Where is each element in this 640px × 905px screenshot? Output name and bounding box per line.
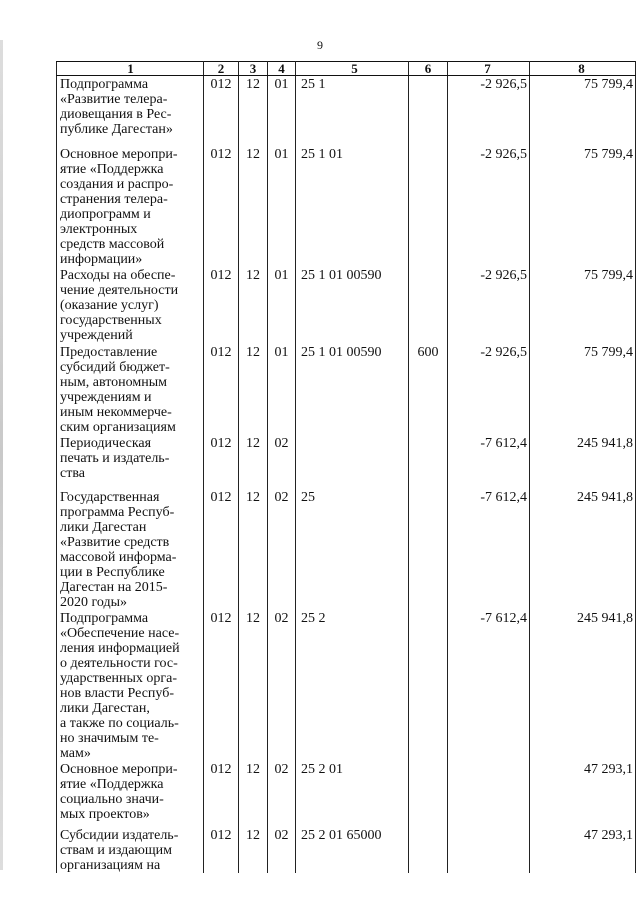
column-header-2: 2 bbox=[204, 62, 239, 76]
amount-total: 75 799,4 bbox=[530, 344, 636, 435]
budget-table bbox=[56, 61, 636, 873]
amount-change: -7 612,4 bbox=[448, 435, 530, 489]
target-article: 25 2 01 65000 bbox=[296, 827, 409, 873]
expense-type bbox=[409, 610, 448, 761]
amount-total: 75 799,4 bbox=[530, 76, 636, 146]
table-row bbox=[57, 761, 636, 827]
amount-total: 47 293,1 bbox=[530, 761, 636, 827]
expense-type bbox=[409, 489, 448, 610]
amount-total: 245 941,8 bbox=[530, 435, 636, 489]
expense-type bbox=[409, 146, 448, 267]
table-row bbox=[57, 267, 636, 344]
expense-type bbox=[409, 761, 448, 827]
section-code: 12 bbox=[239, 761, 268, 827]
table-row bbox=[57, 146, 636, 267]
ministry-code: 012 bbox=[204, 610, 239, 761]
amount-change bbox=[448, 827, 530, 873]
target-article: 25 1 bbox=[296, 76, 409, 146]
ministry-code: 012 bbox=[204, 76, 239, 146]
expense-type bbox=[409, 267, 448, 344]
subsection-code: 01 bbox=[268, 146, 296, 267]
row-name: Подпрограмма «Обеспечение насе- ления информацией о деятельности гос- ударственных орга- нов власти Респуб- лики Дагестан, а также по социаль- но значимым те- мам» bbox=[57, 610, 204, 761]
amount-total: 75 799,4 bbox=[530, 267, 636, 344]
section-code: 12 bbox=[239, 489, 268, 610]
ministry-code: 012 bbox=[204, 489, 239, 610]
subsection-code: 01 bbox=[268, 344, 296, 435]
table-body bbox=[57, 76, 636, 873]
row-name: Предоставление субсидий бюджет- ным, автономным учреждениям и иным некоммерче- ским организациям bbox=[57, 344, 204, 435]
row-name: Государственная программа Респуб- лики Дагестан «Развитие средств массовой информа- ции в Республике Дагестан на 2015- 2020 годы» bbox=[57, 489, 204, 610]
subsection-code: 02 bbox=[268, 761, 296, 827]
section-code: 12 bbox=[239, 344, 268, 435]
header-row bbox=[57, 62, 636, 76]
column-header-5: 5 bbox=[296, 62, 409, 76]
page-number: 9 bbox=[317, 38, 323, 52]
table-row bbox=[57, 344, 636, 435]
table-row bbox=[57, 610, 636, 761]
table-row bbox=[57, 489, 636, 610]
table-row bbox=[57, 827, 636, 873]
subsection-code: 02 bbox=[268, 827, 296, 873]
column-header-8: 8 bbox=[530, 62, 636, 76]
amount-change: -7 612,4 bbox=[448, 489, 530, 610]
ministry-code: 012 bbox=[204, 827, 239, 873]
amount-change: -2 926,5 bbox=[448, 267, 530, 344]
amount-total: 245 941,8 bbox=[530, 610, 636, 761]
row-name: Основное меропри- ятие «Поддержка социально значи- мых проектов» bbox=[57, 761, 204, 827]
row-name: Субсидии издатель- ствам и издающим организациям на bbox=[57, 827, 204, 873]
expense-type bbox=[409, 827, 448, 873]
amount-change: -2 926,5 bbox=[448, 146, 530, 267]
section-code: 12 bbox=[239, 435, 268, 489]
row-name: Основное меропри- ятие «Поддержка создания и распро- странения телера- диопрограмм и электронных средств массовой информации» bbox=[57, 146, 204, 267]
target-article: 25 2 bbox=[296, 610, 409, 761]
subsection-code: 02 bbox=[268, 489, 296, 610]
amount-total: 75 799,4 bbox=[530, 146, 636, 267]
table-row bbox=[57, 76, 636, 146]
ministry-code: 012 bbox=[204, 344, 239, 435]
ministry-code: 012 bbox=[204, 146, 239, 267]
expense-type bbox=[409, 435, 448, 489]
section-code: 12 bbox=[239, 146, 268, 267]
subsection-code: 01 bbox=[268, 76, 296, 146]
section-code: 12 bbox=[239, 827, 268, 873]
ministry-code: 012 bbox=[204, 761, 239, 827]
target-article: 25 2 01 bbox=[296, 761, 409, 827]
row-name: Периодическая печать и издатель- ства bbox=[57, 435, 204, 489]
column-header-7: 7 bbox=[448, 62, 530, 76]
section-code: 12 bbox=[239, 610, 268, 761]
amount-change: -2 926,5 bbox=[448, 344, 530, 435]
ministry-code: 012 bbox=[204, 435, 239, 489]
amount-change bbox=[448, 761, 530, 827]
amount-total: 47 293,1 bbox=[530, 827, 636, 873]
subsection-code: 02 bbox=[268, 435, 296, 489]
target-article bbox=[296, 435, 409, 489]
ministry-code: 012 bbox=[204, 267, 239, 344]
target-article: 25 1 01 00590 bbox=[296, 267, 409, 344]
column-header-1: 1 bbox=[57, 62, 204, 76]
column-header-4: 4 bbox=[268, 62, 296, 76]
section-code: 12 bbox=[239, 76, 268, 146]
column-header-6: 6 bbox=[409, 62, 448, 76]
subsection-code: 01 bbox=[268, 267, 296, 344]
expense-type bbox=[409, 76, 448, 146]
target-article: 25 bbox=[296, 489, 409, 610]
row-name: Подпрограмма «Развитие телера- диовещания в Рес- публике Дагестан» bbox=[57, 76, 204, 146]
row-name: Расходы на обеспе- чение деятельности (оказание услуг) государственных учреждений bbox=[57, 267, 204, 344]
target-article: 25 1 01 bbox=[296, 146, 409, 267]
expense-type: 600 bbox=[409, 344, 448, 435]
table-row bbox=[57, 435, 636, 489]
scan-edge bbox=[0, 40, 3, 870]
section-code: 12 bbox=[239, 267, 268, 344]
column-header-3: 3 bbox=[239, 62, 268, 76]
amount-change: -7 612,4 bbox=[448, 610, 530, 761]
subsection-code: 02 bbox=[268, 610, 296, 761]
amount-total: 245 941,8 bbox=[530, 489, 636, 610]
amount-change: -2 926,5 bbox=[448, 76, 530, 146]
target-article: 25 1 01 00590 bbox=[296, 344, 409, 435]
